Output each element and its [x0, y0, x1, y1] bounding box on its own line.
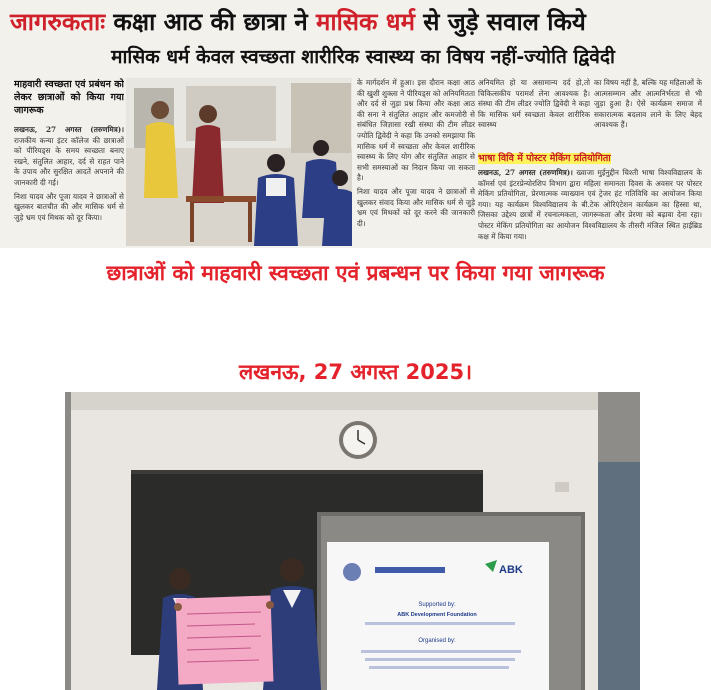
box-paragraph [478, 168, 702, 242]
clipping-column-3 [357, 78, 475, 248]
box-headline-text: भाषा विवि में पोस्टर मेकिंग प्रतियोगिता [478, 153, 611, 164]
column-1-paragraph-2: निशा यादव और पूजा यादव ने छात्राओं से खुलकर बातचीत की और मासिक धर्म से जुड़े भ्रम एवं मिथक को दूर किया। [14, 191, 124, 222]
clipping-subheadline: मासिक धर्म केवल स्वच्छता शारीरिक स्वास्थ्य का विषय नहीं-ज्योति द्विवेदी [111, 46, 615, 68]
clipping-column-1 [14, 78, 124, 248]
newspaper-clipping [0, 0, 711, 248]
column-3-paragraph-2: निशा यादव और पूजा यादव ने छात्राओं से खुलकर संवाद किया और मासिक धर्म से जुड़े भ्रम एवं मिथकों को दूर करने की जानकारी दी। [357, 186, 475, 228]
banner-organised-by: Organised by: [418, 638, 456, 644]
headline-black-part-2: से जुड़े सवाल किये [414, 8, 586, 36]
headline-red-part-2: मासिक धर्म [316, 8, 415, 36]
column-3-paragraph: के मार्गदर्शन में हुआ। इस दौरान कक्षा आठ की खुशी शुक्ला ने पीरियड्स को अनियमितता और दर्द से जुड़ा प्रश्न किया और कक्षा आठ की सना ने संतुलित आहार और कमजोरी से संबंधित जिज्ञासा रखी संस्था की टीम लीडर ज्योति द्विवेदी ने कहा कि उनको समझाया कि मासिक धर्म में स्वच्छता और केवल शारीरिक स्वास्थ्य के लिए योग और संतुलित आहार से सभी समस्याओं का निदान किया जा सकता है। [357, 78, 475, 183]
column-1-text: राजकीय कन्या इंटर कॉलेज की छात्राओं को पीरियड्स के समय स्वच्छता बनाए रखने, संतुलित आहार, दर्द से राहत पाने के उपाय और सुरक्षित आदतें अपनाने की जानकारी दी गई। [14, 135, 124, 187]
clipping-headline [10, 4, 705, 40]
headline-red-part: जागरुकताः [10, 8, 106, 36]
banner-supported-by: Supported by: [418, 602, 456, 608]
headline-black-part: कक्षा आठ की छात्रा ने [105, 8, 317, 36]
banner-logo-text: ABK [499, 564, 523, 576]
banner-foundation: ABK Development Foundation [397, 612, 477, 618]
column-4-paragraph: अनियमित हो या असामान्य दर्द हो,तो चिकित्सकीय परामर्श लेना आवश्यक है। संस्था की टीम लीडर ज्योति द्विवेदी ने कहा कि मासिक धर्म स्वच्छता केवल शारीरिक स्वास्थ्य [478, 78, 590, 130]
article-title: छात्राओं को माहवारी स्वच्छता एवं प्रबन्धन पर किया गया जागरूक [106, 261, 605, 285]
clipping-column-4 [478, 78, 590, 150]
box-article [478, 168, 702, 248]
column-1-paragraph [14, 125, 124, 189]
newspaper-classroom-photo [126, 78, 352, 246]
column-1-dateline: लखनऊ, 27 अगस्त (तरुणमित्र)। [14, 125, 124, 134]
classroom-photo [65, 392, 640, 690]
column-5-paragraph: का विषय नहीं है, बल्कि यह महिलाओं के आत्मसम्मान और आत्मनिर्भरता से भी जुड़ा हुआ है। ऐसे कार्यक्रम समाज में सकारात्मक बदलाव लाने के लिए बेहद आवश्यक हैं। [594, 78, 702, 130]
box-headline [478, 151, 688, 166]
article-dateline: लखनऊ, 27 अगस्त 2025। [238, 360, 473, 384]
clipping-column-5 [594, 78, 702, 150]
side-headline: माहवारी स्वच्छता एवं प्रबंधन को लेकर छात्राओं को किया गया जागरूक [14, 79, 124, 116]
box-dateline: लखनऊ, 27 अगस्त (तरुणमित्र)। [478, 168, 573, 177]
box-text: ख्वाजा मुईनुद्दीन चिश्ती भाषा विश्वविद्यालय के कॉमर्स एवं इंटरप्रेन्योरशिप विभाग द्वारा महिला समानता दिवस के अवसर पर पोस्टर मेकिंग प्रतियोगिता, प्रेरणात्मक व्याख्यान एवं ट्रेजर हंट गतिविधि का आयोजन किया गया। यह कार्यक्रम विश्वविद्यालय के बी.टेक ओरिएंटेशन कार्यक्रम का हिस्सा था, जिसका उद्देश्य छात्रों में रचनात्मकता, जागरूकता और प्रेरणा को बढ़ावा देना रहा। पोस्टर मेकिंग प्रतियोगिता का आयोजन विश्वविद्यालय के तीसरी मंजिल स्थित हाईब्रिड कक्ष में किया गया। [478, 168, 702, 241]
